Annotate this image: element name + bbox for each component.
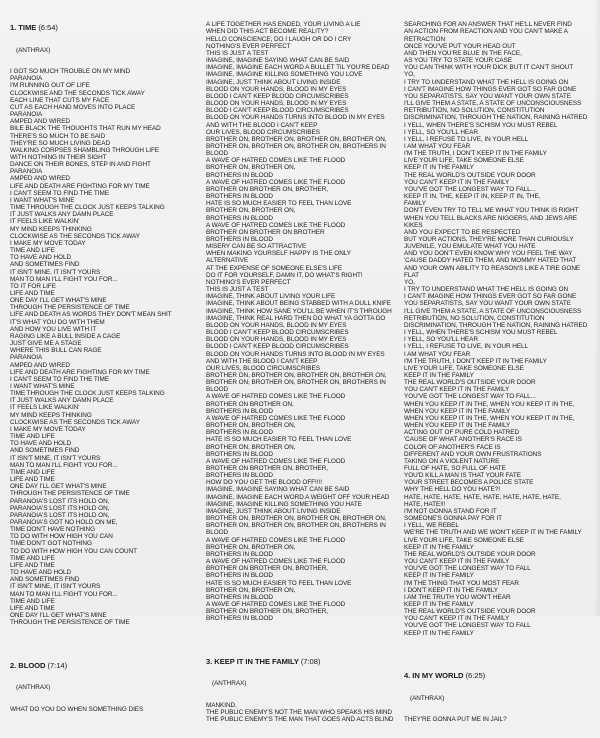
lyric-line: A WAVE OF HATRED COMES LIKE THE FLOOD <box>206 457 346 465</box>
lyric-line: THE REAL WORLD'S OUTSIDE YOUR DOOR <box>404 379 536 387</box>
lyric-line: AND SOMETIMES FIND <box>10 447 80 455</box>
lyric-line: YOU CAN'T KEEP IT IN THE FAMILY <box>404 386 510 394</box>
lyric-line: KEEP IT IN THE FAMILY <box>404 371 474 379</box>
lyric-line: WHAT DO YOU DO WHEN SOMETHING DIES <box>10 705 144 713</box>
lyric-line: BROTHER ON BROTHER ON, BROTHER, <box>206 185 329 193</box>
lyric-line: KEEP IT IN, THE, KEEP IT IN, KEEP IT IN, THE, <box>404 193 541 201</box>
lyric-line: TO DO WITH HOW HIGH YOU CAN <box>10 533 113 541</box>
lyric-line: AN ACTION FROM REACTION AND YOU CAN'T MAKE A RETRACTION <box>404 28 570 43</box>
lyric-line: I TRY TO UNDERSTAND WHAT THE HELL IS GOING ON <box>404 78 569 86</box>
lyric-line: I AM WHAT YOU FEAR <box>404 142 471 150</box>
lyric-line: I GOT SO MUCH TROUBLE ON MY MIND <box>10 68 131 76</box>
lyric-line: AND YOUR OWN ABILITY TO REASON'S LIKE A TIRE GONE FLAT <box>404 264 582 279</box>
lyric-line: YO, <box>404 71 415 79</box>
lyric-line: I AM THE TRUTH YOU WON'T HEAR <box>404 593 511 601</box>
lyric-line: THROUGH THE PERSISTENCE OF TIME <box>10 619 130 627</box>
lyric-line: AND SOMETIMES FIND <box>10 261 80 269</box>
song-title-blood: 2. BLOOD (7:14) <box>10 660 68 670</box>
song-credit-time: (ANTHRAX) <box>16 46 51 54</box>
lyric-line: BROTHER ON, BROTHER ON, <box>206 207 296 215</box>
lyric-line: BLOOD ON YOUR HANDS, BLOOD IN MY EYES <box>206 100 347 108</box>
lyric-line: PARANOIA <box>10 75 43 83</box>
lyrics-column-3 <box>404 7 596 738</box>
lyric-line: BLOOD ON YOUR HANDS, BLOOD IN MY EYES <box>206 85 347 93</box>
lyrics-column-2 <box>206 7 394 738</box>
lyric-line: BROTHER ON, BROTHER ON, <box>206 422 296 430</box>
lyric-line: YOU CAN THINK WITH YOUR DICK BUT IT CAN'T SHOUT <box>404 64 574 72</box>
lyric-line: BROTHER ON BROTHER ON, BROTHER, <box>206 465 329 472</box>
lyric-line: I CAN'T IMAGINE HOW THINGS EVER GOT SO FAR GONE <box>404 293 577 301</box>
lyric-line: IMAGINE, IMAGINE KILLING SOMETHING YOU HATE <box>206 500 362 508</box>
lyric-line: BLOOD I CAN'T KEEP BLOOD CIRCUMSCRIBES <box>206 343 349 351</box>
lyric-line: I'M RUNNING OUT OF LIFE <box>10 82 90 90</box>
lyric-line: TO IT FOR LIFE <box>10 282 56 290</box>
lyric-line: I CAN'T SEEM TO FIND THE TIME <box>10 189 109 197</box>
lyric-line: I'LL GIVE THEM A STATE, A STATE OF UNCONSCIOUSNESS <box>404 307 582 315</box>
lyric-line: JUST GIVE ME A STAGE <box>10 340 82 348</box>
lyric-line: WHEN MAKING YOURSELF HAPPY IS THE ONLY ALTERNATIVE <box>206 250 353 265</box>
lyric-line: HATE, HATE, HATE, HATE, HATE, HATE, HATE, HATE, <box>404 493 561 501</box>
lyric-line: BROTHERS IN BLOOD <box>206 171 273 179</box>
lyric-line: AMPED AND WIRED <box>10 175 70 183</box>
lyric-line: THROUGH THE PERSISTENCE OF TIME <box>10 490 130 498</box>
lyrics-block-world-start <box>404 716 596 723</box>
lyric-line: I CAN'T SEEM TO FIND THE TIME <box>10 375 109 383</box>
lyric-line: TIME THROUGH THE CLOCK JUST KEEPS TALKING <box>10 390 165 398</box>
lyric-line: ONE DAY I'LL GET WHAT'S MINE <box>10 612 107 620</box>
lyric-line: DANCE ON THEIR BONES, STEP IN AND FIGHT <box>10 161 151 169</box>
lyric-line: IT FEELS LIKE WALKIN' <box>10 404 80 412</box>
lyric-line: BROTHER ON, BROTHER ON, BROTHER ON, BROTHER ON, <box>206 371 387 379</box>
lyric-line: KEEP IT IN THE FAMILY <box>404 543 474 551</box>
lyric-line: ONCE YOU'VE PUT YOUR HEAD OUT <box>404 42 516 50</box>
lyric-line: KEEP IT IN THE FAMILY <box>404 164 474 172</box>
lyric-line: YOU'VE GOT THE LONGEST WAY TO FALL... <box>404 393 536 401</box>
lyric-line: AMPED AND WIRED <box>10 118 70 126</box>
lyric-line: BROTHER ON BROTHER ON, BROTHER, <box>206 565 329 573</box>
lyric-line: IT FEELS LIKE WALKIN' <box>10 218 80 226</box>
lyric-line: IT'S WHAT YOU DO WITH THEM <box>10 318 105 326</box>
lyric-line: I YELL, WHEN THERE'S SCHISM YOU MUST REBEL <box>404 121 558 129</box>
lyric-line: COLOR OF ANOTHER'S FACE IS <box>404 443 501 451</box>
page-edge-shadow <box>594 0 600 616</box>
lyric-line: KEEP IT IN THE FAMILY <box>404 629 474 637</box>
lyric-line: IMAGINE, THINK ABOUT BEING STABBED WITH A DULL KNIFE <box>206 300 392 308</box>
lyric-line: CUT AS EACH HAND MOVES INTO PLACE <box>10 103 136 111</box>
lyric-line: IT JUST WALKS ANY DAMN PLACE <box>10 211 114 219</box>
lyric-line: YOU'VE GOT THE LONGEST WAY TO FALL <box>404 622 531 630</box>
lyric-line: WITH NOTHING IN THEIR SIGHT <box>10 154 107 162</box>
lyric-line: IMAGINE, IMAGINE KILLING SOMETHING YOU LOVE <box>206 71 363 79</box>
lyric-line: WE'RE THE TRUTH AND WE WON'T KEEP IT IN THE FAMILY <box>404 529 582 537</box>
lyric-line: LIVE YOUR LIFE, TAKE SOMEONE ELSE <box>404 536 524 544</box>
lyric-line: DIFFERENT AND YOUR OWN FRUSTRATIONS <box>404 450 542 458</box>
lyric-line: BROTHERS IN BLOOD <box>206 193 273 201</box>
lyric-line: YOU CAN'T KEEP IT IN THE FAMILY <box>404 558 510 566</box>
lyric-line: A WAVE OF HATRED COMES LIKE THE FLOOD <box>206 157 346 165</box>
lyric-line: LIFE AND DEATH AS WORDS THEY DON'T MEAN SHIT <box>10 311 172 319</box>
lyric-line: I MAKE MY MOVE TODAY <box>10 239 86 247</box>
lyric-line: I'M THE TRUTH, I DON'T KEEP IT IN THE FAMILY <box>404 357 547 365</box>
lyric-line: BROTHER ON, BROTHER ON, <box>206 586 296 594</box>
lyric-line: AND SOMETIMES FIND <box>10 576 80 584</box>
lyric-line: LIFE AND DEATH ARE FIGHTING FOR MY TIME <box>10 182 150 190</box>
lyric-line: BROTHERS IN BLOOD <box>206 429 273 437</box>
lyric-line: IMAGINE, JUST THINK ABOUT LIVING INSIDE <box>206 78 341 86</box>
lyric-line: BLOOD ON YOUR HANDS, BLOOD IN MY EYES <box>206 336 347 344</box>
lyric-line: HATE IS SO MUCH EASIER TO FEEL THAN LOVE <box>206 200 352 208</box>
lyric-line: AND THEN YOU'RE BLUE IN THE FACE, <box>404 49 522 57</box>
lyric-line: TIME DON'T GOT NOTHING <box>10 540 92 548</box>
lyric-line: AT THE EXPENSE OF SOMEONE ELSE'S LIFE <box>206 264 343 272</box>
lyric-line: AS YOU TRY TO STATE YOUR CASE <box>404 57 512 65</box>
lyric-line: BROTHERS IN BLOOD <box>206 407 273 415</box>
lyrics-block-blood-start <box>10 706 198 713</box>
song-credit-world: (ANTHRAX) <box>410 694 445 702</box>
lyric-line: TAKING ON A VIOLENT NATURE <box>404 457 500 465</box>
lyric-line: IMAGINE, IMAGINE EACH WORD A WEIGHT OFF YOUR HEAD <box>206 493 390 501</box>
lyric-line: TIME AND LIFE <box>10 433 55 441</box>
lyric-line: IMAGINE, THINK HOW SANE YOU'LL BE WHEN IT'S THROUGH <box>206 307 392 315</box>
lyric-line: WHEN YOU KEEP IT IN THE, WHEN YOU KEEP IT IN THE, <box>404 400 575 408</box>
lyric-line: LIFE AND TIME <box>10 604 55 612</box>
lyric-line: A WAVE OF HATRED COMES LIKE THE FLOOD <box>206 393 346 401</box>
lyric-line: CLOCKWISE AS THE SECONDS TICK AWAY <box>10 232 140 240</box>
lyric-line: BROTHER ON BROTHER ON BROTHER <box>206 228 325 236</box>
lyric-line: HATE IS SO MUCH EASIER TO FEEL THAN LOVE <box>206 579 352 587</box>
lyric-line: NOTHING'S EVER PERFECT <box>206 42 291 50</box>
lyric-line: IMAGINE, IMAGINE EACH WORD A BULLET TIL YOU'RE DEAD <box>206 64 390 72</box>
lyrics-block-blood <box>206 21 394 622</box>
lyric-line: TO HAVE AND HOLD <box>10 569 72 577</box>
lyric-line: I YELL, I REFUSE TO LIVE, IN YOUR HELL <box>404 135 529 143</box>
lyric-line: LIFE AND TIME <box>10 289 55 297</box>
lyric-line: PARANOIA <box>10 354 43 362</box>
lyric-line: HATE, HATE!!! <box>404 500 446 508</box>
lyric-line: THE REAL WORLD'S OUTSIDE YOUR DOOR <box>404 608 536 616</box>
lyric-line: WHEN YOU KEEP IT IN THE FAMILY <box>404 407 511 415</box>
lyric-line: BROTHERS IN BLOOD <box>206 615 273 623</box>
lyric-line: I TRY TO UNDERSTAND WHAT THE HELL IS GOING ON <box>404 286 569 294</box>
lyric-line: BROTHER ON, BROTHER ON, <box>206 164 296 172</box>
lyric-line: I YELL, WE REBEL <box>404 522 459 530</box>
lyric-line: RETRIBUTION, NO SOLUTION, CONSTITUTION <box>404 107 545 115</box>
lyric-line: DISCRIMINATION, THROUGH THE NATION, RAINING HATRED <box>404 114 588 122</box>
lyric-line: KEEP IT IN THE FAMILY <box>404 572 474 580</box>
lyric-line: THE REAL WORLD'S OUTSIDE YOUR DOOR <box>404 550 536 558</box>
lyric-line: THE PUBLIC ENEMY'S THE MAN THAT GOES AND ACTS BLIND <box>206 716 394 724</box>
lyric-line: WHEN DID THIS ACT BECOME REALITY? <box>206 28 329 36</box>
lyric-line: LIVE YOUR LIFE, TAKE SOMEONE ELSE <box>404 157 524 165</box>
lyric-line: I WANT WHAT'S MINE <box>10 383 75 391</box>
lyric-line: BROTHERS IN BLOOD <box>206 236 273 243</box>
lyric-line: WHEN YOU KEEP IT IN THE, WHEN YOU KEEP IT IN THE, <box>404 414 575 422</box>
lyric-line: LIFE AND TIME <box>10 476 55 484</box>
lyric-line: THE REAL WORLD'S OUTSIDE YOUR DOOR <box>404 171 536 179</box>
lyric-line: CLOCKWISE AND THE SECONDS TICK AWAY <box>10 89 145 97</box>
lyric-line: BROTHERS IN BLOOD <box>206 450 273 458</box>
lyric-line: I'LL GIVE THEM A STATE, A STATE OF UNCONSCIOUSNESS <box>404 100 582 108</box>
lyric-line: HATE IS SO MUCH EASIER TO FEEL THAN LOVE <box>206 436 352 444</box>
lyrics-block-time <box>10 68 198 626</box>
lyric-line: I CAN'T IMAGINE HOW THINGS EVER GOT SO FAR GONE <box>404 85 577 93</box>
lyric-line: ACTING OUT OF PURE COLD HATRED <box>404 429 520 437</box>
lyric-line: SOMEONE'S GONNA PAY FOR IT <box>404 515 502 523</box>
lyric-line: MAN TO MAN I'LL FIGHT YOU FOR... <box>10 461 118 469</box>
lyric-line: PARANOIA <box>10 168 43 176</box>
lyric-line: BLOOD I CAN'T KEEP BLOOD CIRCUMSCRIBES <box>206 92 349 100</box>
lyric-line: TIME AND LIFE <box>10 554 55 562</box>
lyric-line: IT ISN'T MINE, IT ISN'T YOURS <box>10 454 101 462</box>
lyric-line: KEEP IT IN THE FAMILY <box>404 600 474 608</box>
lyric-line: WHERE THIS BULL CAN RAGE <box>10 347 102 355</box>
lyric-line: A WAVE OF HATRED COMES LIKE THE FLOOD <box>206 221 346 229</box>
lyric-line: TIME THROUGH THE CLOCK JUST KEEPS TALKING <box>10 204 165 212</box>
lyric-line: BROTHER ON BROTHER ON, <box>206 400 294 408</box>
lyric-line: MY MIND KEEPS THINKING <box>10 225 92 233</box>
lyric-line: SEARCHING FOR AN ANSWER THAT HE'LL NEVER FIND <box>404 21 572 29</box>
lyric-line: TIME DON'T HAVE NOTHING <box>10 526 96 534</box>
lyric-line: 'CAUSE OF WHAT ANOTHER'S RACE IS <box>404 436 522 444</box>
lyric-line: YOU'VE GOT THE LONGEST WAY TO FALL <box>404 565 531 573</box>
lyric-line: WHEN YOU KEEP IT IN THE FAMILY <box>404 422 511 430</box>
lyric-line: PARANOIA'S GOT NO HOLD ON ME, <box>10 518 118 526</box>
lyric-line: IMAGINE, THINK ABOUT LIVING YOUR LIFE <box>206 293 336 301</box>
lyric-line: TO HAVE AND HOLD <box>10 440 72 448</box>
lyric-line: THERE'S SO MUCH TO BE SAID <box>10 132 106 140</box>
lyric-line: BROTHER ON BROTHER ON, BROTHER, <box>206 608 329 616</box>
lyric-line: A WAVE OF HATRED COMES LIKE THE FLOOD <box>206 178 346 186</box>
lyric-line: I'M THE TRUTH, I DON'T KEEP IT IN THE FAMILY <box>404 150 547 158</box>
lyric-line: I'M THE THING THAT YOU MOST FEAR <box>404 579 519 587</box>
lyric-line: TIME AND LIFE <box>10 597 55 605</box>
lyric-line: THE PUBLIC ENEMY'S NOT THE MAN WHO SPEAKS HIS MIND <box>206 709 392 717</box>
lyric-line: YOUR STREET BECOMES A POLICE STATE <box>404 479 534 487</box>
song-credit-blood: (ANTHRAX) <box>16 684 51 692</box>
lyric-line: PARANOIA'S LOST ITS HOLD ON, <box>10 497 110 505</box>
lyric-line: THROUGH THE PERSISTENCE OF TIME <box>10 304 130 312</box>
lyric-line: THIS IS JUST A TEST <box>206 286 269 294</box>
lyric-line: A WAVE OF HATRED COMES LIKE THE FLOOD <box>206 558 346 566</box>
lyric-line: BROTHERS IN BLOOD <box>206 550 273 558</box>
lyric-line: BROTHER ON, BROTHER ON, BROTHER ON, BROTHER ON, <box>206 135 387 143</box>
lyric-line: I AM WHAT YOU FEAR <box>404 350 471 358</box>
lyric-line: TO HAVE AND HOLD <box>10 254 72 262</box>
lyric-line: WALKING CORPSES SHAMBLING THROUGH LIFE <box>10 146 160 154</box>
lyric-line: LIVE YOUR LIFE, TAKE SOMEONE ELSE <box>404 364 524 372</box>
lyrics-block-keep <box>404 21 596 636</box>
lyric-line: PARANOIA'S LOST ITS HOLD ON, <box>10 511 110 519</box>
lyric-line: AND HOW YOU LIVE WITH IT <box>10 325 97 333</box>
song-title-in-my-world: 4. IN MY WORLD (6:25) <box>404 671 486 681</box>
lyric-line: DO IT FOR YOURSELF, DAMN IT, DO WHAT'S RIGHT! <box>206 271 363 279</box>
lyric-line: BLOOD ON YOUR HANDS, BLOOD IN MY EYES <box>206 321 347 329</box>
lyric-line: IMAGINE, JUST THINK ABOUT LIVING INSIDE <box>206 507 341 515</box>
lyric-line: YO, <box>404 278 415 286</box>
lyric-line: AMPED AND WIRED <box>10 361 70 369</box>
lyric-line: BLOOD ON YOUR HANDS TURNS INTO BLOOD IN MY EYES <box>206 350 385 358</box>
lyric-line: FAMILY <box>404 200 426 208</box>
lyric-line: BROTHERS IN BLOOD <box>206 572 273 580</box>
lyric-line: MY MIND KEEPS THINKING <box>10 411 92 419</box>
lyrics-block-keep-start <box>206 702 394 723</box>
lyric-line: OUR LIVES, BLOOD CIRCUMSCRIBES <box>206 128 320 136</box>
lyric-line: BLOOD I CAN'T KEEP BLOOD CIRCUMSCRIBES <box>206 329 349 337</box>
lyric-line: IMAGINE, THINK REAL HARD THEN DO WHAT YA GOTTA DO <box>206 314 386 322</box>
lyric-line: HOW DO YOU GET THE BLOOD OFF!!!! <box>206 479 322 487</box>
lyric-line: LIFE AND DEATH ARE FIGHTING FOR MY TIME <box>10 368 150 376</box>
lyric-line: MANKIND, <box>206 701 237 709</box>
lyric-line: PARANOIA'S LOST ITS HOLD ON, <box>10 504 110 512</box>
lyric-line: AND YOU EXPECT TO BE RESPECTED <box>404 228 521 236</box>
lyric-line: THIS IS JUST A TEST <box>206 49 269 57</box>
lyric-line: BROTHER ON, BROTHER ON, <box>206 443 296 451</box>
lyric-line: A WAVE OF HATRED COMES LIKE THE FLOOD <box>206 536 346 544</box>
lyrics-column-1 <box>10 7 198 727</box>
lyric-line: ONE DAY I'LL GET WHAT'S MINE <box>10 483 107 491</box>
lyric-line: I MAKE MY MOVE TODAY <box>10 425 86 433</box>
lyric-line: BROTHER ON, BROTHER ON, BROTHER ON, BROTHERS IN BLOOD <box>206 522 388 537</box>
lyric-line: IMAGINE, IMAGINE SAYING WHAT CAN BE SAID <box>206 57 350 65</box>
lyric-line: A WAVE OF HATRED COMES LIKE THE FLOOD <box>206 414 346 422</box>
lyric-line: IT ISN'T MINE, IT ISN'T YOURS <box>10 268 101 276</box>
lyric-line: MAN TO MAN I'LL FIGHT YOU FOR... <box>10 275 118 283</box>
lyric-line: EACH LINE THAT CUTS MY FACE <box>10 96 110 104</box>
lyric-line: IMAGINE, IMAGINE SAYING WHAT CAN BE SAID <box>206 486 350 494</box>
lyric-line: FULL OF HATE, SO FULL OF HATE <box>404 465 506 472</box>
lyric-line: AND WITH THE BLOOD I CAN'T KEEP <box>206 121 318 129</box>
lyric-line: TIME AND LIFE <box>10 468 55 476</box>
lyric-line: MAN TO MAN I'LL FIGHT YOU FOR... <box>10 590 118 598</box>
song-title-keep-it-in-the-family: 3. KEEP IT IN THE FAMILY (7:08) <box>206 657 321 667</box>
lyric-line: I'M NOT GONNA STAND FOR IT <box>404 507 497 515</box>
lyric-line: YOU CAN'T KEEP IT IN THE FAMILY <box>404 178 510 186</box>
lyric-line: HELLO CONSCIENCE, DO I LAUGH OR DO I CRY <box>206 35 352 43</box>
lyric-line: A LIFE TOGETHER HAS ENDED, YOUR LIVING A LIE <box>206 21 361 29</box>
lyric-line: ONE DAY I'LL GET WHAT'S MINE <box>10 297 107 305</box>
lyric-line: YOU SEPARATISTS, SAY YOU WANT YOUR OWN STATE <box>404 92 571 100</box>
lyric-line: JUVENILE, YOU EMULATE WHAT YOU HATE <box>404 243 536 251</box>
lyric-line: BUT YOUR ACTIONS, THEY'RE MORE THAN CURIOUSLY <box>404 236 574 243</box>
lyric-line: AND YOU DON'T EVEN KNOW WHY YOU FEEL THE WAY <box>404 250 573 258</box>
lyric-line: I DON'T KEEP IT IN THE FAMILY <box>404 586 498 594</box>
lyric-line: I YELL, I REFUSE TO LIVE, IN YOUR HELL <box>404 343 529 351</box>
lyric-line: THEY'RE GONNA PUT ME IN JAIL? <box>404 716 507 724</box>
lyric-line: OUR LIVES, BLOOD CIRCUMSCRIBES <box>206 364 320 372</box>
lyric-line: BROTHERS IN BLOOD <box>206 593 273 601</box>
lyric-line: I YELL, WHEN THERE'S SCHISM YOU MUST REBEL <box>404 329 558 337</box>
lyric-line: THEY'RE SO MUCH LIVING DEAD <box>10 139 111 147</box>
lyric-line: TO DO WITH HOW HIGH YOU CAN COUNT <box>10 547 137 555</box>
lyric-line: BLOOD ON YOUR HANDS TURNS INTO BLOOD IN MY EYES <box>206 114 385 122</box>
lyric-line: DON'T EVEN TRY TO TELL ME WHAT YOU THINK IS RIGHT <box>404 207 579 215</box>
lyric-line: IT JUST WALKS ANY DAMN PLACE <box>10 397 114 405</box>
lyric-line: YOU'D KILL A MAN IS THAT YOUR FATE <box>404 472 521 480</box>
lyric-line: BROTHER ON, BROTHER ON, BROTHER ON, BROTHERS IN BLOOD <box>206 142 388 158</box>
lyric-line: RETRIBUTION, NO SOLUTION, CONSTITUTION <box>404 314 545 322</box>
lyric-line: PARANOIA <box>10 111 43 119</box>
lyric-line: MISERY CAN BE SO ATTRACTIVE <box>206 243 307 251</box>
lyric-line: WHEN YOU TELL BLACKS ARE NIGGERS, AND JEWS ARE KIKES <box>404 214 579 229</box>
lyric-line: DISCRIMINATION, THROUGH THE NATION, RAINING HATRED <box>404 321 588 329</box>
lyric-line: YOU'VE GOT THE LONGEST WAY TO FALL... <box>404 185 536 193</box>
lyric-line: YOU CAN'T KEEP IT IN THE FAMILY <box>404 615 510 623</box>
lyric-line: BROTHERS IN BLOOD <box>206 214 273 222</box>
song-title-time: 1. TIME (6:54) <box>10 23 58 33</box>
lyric-line: BLOOD I CAN'T KEEP BLOOD CIRCUMSCRIBES <box>206 107 349 115</box>
lyric-line: 'CAUSE DADDY HATED THEM, AND MOMMY HATED THAT <box>404 257 577 265</box>
lyric-line: CLOCKWISE AS THE SECONDS TICK AWAY <box>10 418 140 426</box>
lyric-line: BILE BLACK THE THOUGHTS THAT RUN MY HEAD <box>10 125 161 133</box>
lyric-line: IT ISN'T MINE, IT ISN'T YOURS <box>10 583 101 591</box>
lyric-line: BROTHER ON, BROTHER ON, BROTHER ON, BROTHERS IN BLOOD <box>206 379 388 394</box>
song-credit-keep: (ANTHRAX) <box>212 680 247 688</box>
lyric-line: I YELL, SO YOU'LL HEAR <box>404 128 478 136</box>
lyric-line: NOTHING'S EVER PERFECT <box>206 278 291 286</box>
lyric-line: AND WITH THE BLOOD I CAN'T KEEP <box>206 357 318 365</box>
lyric-line: YOU SEPARATISTS, SAY YOU WANT YOUR OWN STATE <box>404 300 571 308</box>
lyric-line: BROTHERS IN BLOOD <box>206 472 273 480</box>
lyric-line: I WANT WHAT'S MINE <box>10 196 75 204</box>
lyric-line: I YELL, SO YOU'LL HEAR <box>404 336 478 344</box>
lyric-line: RAGING LIKE A BULL INSIDE A CAGE <box>10 332 121 340</box>
lyric-line: BROTHER ON, BROTHER ON, <box>206 543 296 551</box>
lyric-line: TIME AND LIFE <box>10 247 55 255</box>
lyric-line: A WAVE OF HATRED COMES LIKE THE FLOOD <box>206 600 346 608</box>
lyric-line: BROTHER ON, BROTHER ON, BROTHER ON, BROTHER ON, <box>206 515 387 523</box>
lyric-line: LIFE AND TIME <box>10 561 55 569</box>
lyric-line: WHY THE HELL DO YOU HATE?! <box>404 486 501 494</box>
